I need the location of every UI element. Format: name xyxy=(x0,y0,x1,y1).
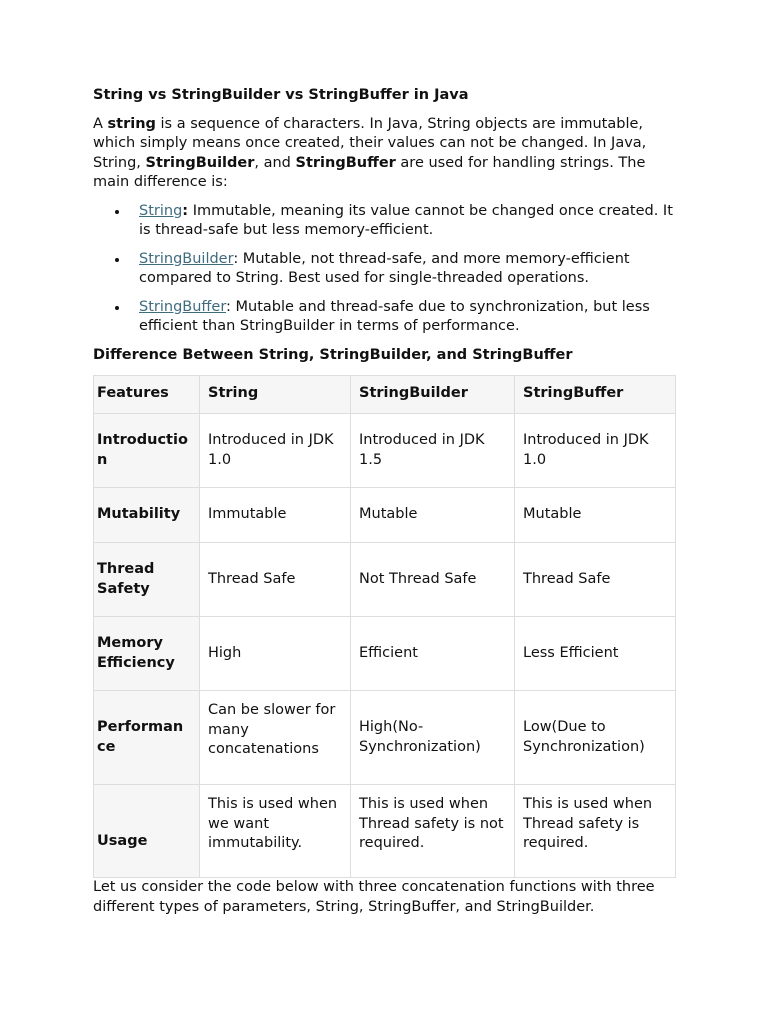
table-row xyxy=(94,617,676,691)
header-features: Features xyxy=(94,376,200,414)
intro-bold-string: string xyxy=(107,115,156,132)
article-content xyxy=(93,86,683,917)
intro-text-4: are used for handling strings. The main difference is: xyxy=(93,154,646,190)
list-item-text: : Mutable, not thread-safe, and more memory-efficient compared to String. Best used for single-threaded operations. xyxy=(139,250,630,286)
header-stringbuilder: StringBuilder xyxy=(351,376,515,414)
list-item-string xyxy=(139,202,683,241)
table-cell: Introduced in JDK 1.5 xyxy=(351,414,515,488)
table-row xyxy=(94,785,676,878)
header-stringbuffer: StringBuffer xyxy=(515,376,676,414)
article-title: String vs StringBuilder vs StringBuffer in Java xyxy=(93,87,469,103)
table-cell: Not Thread Safe xyxy=(351,543,515,617)
table-cell: Mutable xyxy=(351,488,515,543)
table-row xyxy=(94,414,676,488)
intro-paragraph xyxy=(93,115,683,193)
table-cell: This is used when we want immutability. xyxy=(200,785,351,878)
table-cell: Can be slower for many concatenations xyxy=(200,691,351,785)
table-cell: Mutable xyxy=(515,488,676,543)
feature-cell: Introductio n xyxy=(94,414,200,488)
list-item-text: : Mutable and thread-safe due to synchronization, but less efficient than StringBuilder in terms of performance. xyxy=(139,298,650,334)
list-item-colon: : xyxy=(182,202,189,219)
feature-cell: Memory Efficiency xyxy=(94,617,200,691)
table-cell: Efficient xyxy=(351,617,515,691)
closing-paragraph: Let us consider the code below with three concatenation functions with three different types of parameters, String, StringBuffer, and StringBuilder. xyxy=(93,879,655,915)
table-cell: Immutable xyxy=(200,488,351,543)
table-cell: High(No-Synchronization) xyxy=(351,691,515,785)
list-item-stringbuffer xyxy=(139,298,683,337)
intro-text-3: , and xyxy=(254,154,296,171)
stringbuffer-link[interactable]: StringBuffer xyxy=(139,298,227,315)
table-row xyxy=(94,543,676,617)
feature-cell: Mutability xyxy=(94,488,200,543)
table-row xyxy=(94,691,676,785)
table-header-row xyxy=(94,376,676,414)
header-string: String xyxy=(200,376,351,414)
intro-text-1: A xyxy=(93,115,108,132)
string-link[interactable]: String xyxy=(139,202,183,219)
table-cell: High xyxy=(200,617,351,691)
intro-bold-stringbuilder: StringBuilder xyxy=(145,154,255,171)
table-cell: Thread Safe xyxy=(515,543,676,617)
feature-cell: Thread Safety xyxy=(94,543,200,617)
section-heading: Difference Between String, StringBuilder, and StringBuffer xyxy=(93,346,573,363)
comparison-table xyxy=(93,375,676,878)
list-item-stringbuilder xyxy=(139,250,683,289)
table-cell: Thread Safe xyxy=(200,543,351,617)
list-item-text: Immutable, meaning its value cannot be changed once created. It is thread-safe but less memory-efficient. xyxy=(139,202,673,238)
difference-list xyxy=(93,202,683,337)
table-row xyxy=(94,488,676,543)
table-cell: Introduced in JDK 1.0 xyxy=(200,414,351,488)
intro-bold-stringbuffer: StringBuffer xyxy=(295,154,396,171)
stringbuilder-link[interactable]: StringBuilder xyxy=(139,250,234,267)
table-cell: Introduced in JDK 1.0 xyxy=(515,414,676,488)
feature-cell: Usage xyxy=(94,785,200,878)
table-cell: Less Efficient xyxy=(515,617,676,691)
intro-text-2: is a sequence of characters. In Java, String objects are immutable, which simply means once created, their values can not be changed. In Java, String, xyxy=(93,115,647,171)
feature-cell: Performan ce xyxy=(94,691,200,785)
table-cell: Low(Due to Synchronization) xyxy=(515,691,676,785)
table-cell: This is used when Thread safety is not required. xyxy=(351,785,515,878)
table-cell: This is used when Thread safety is required. xyxy=(515,785,676,878)
